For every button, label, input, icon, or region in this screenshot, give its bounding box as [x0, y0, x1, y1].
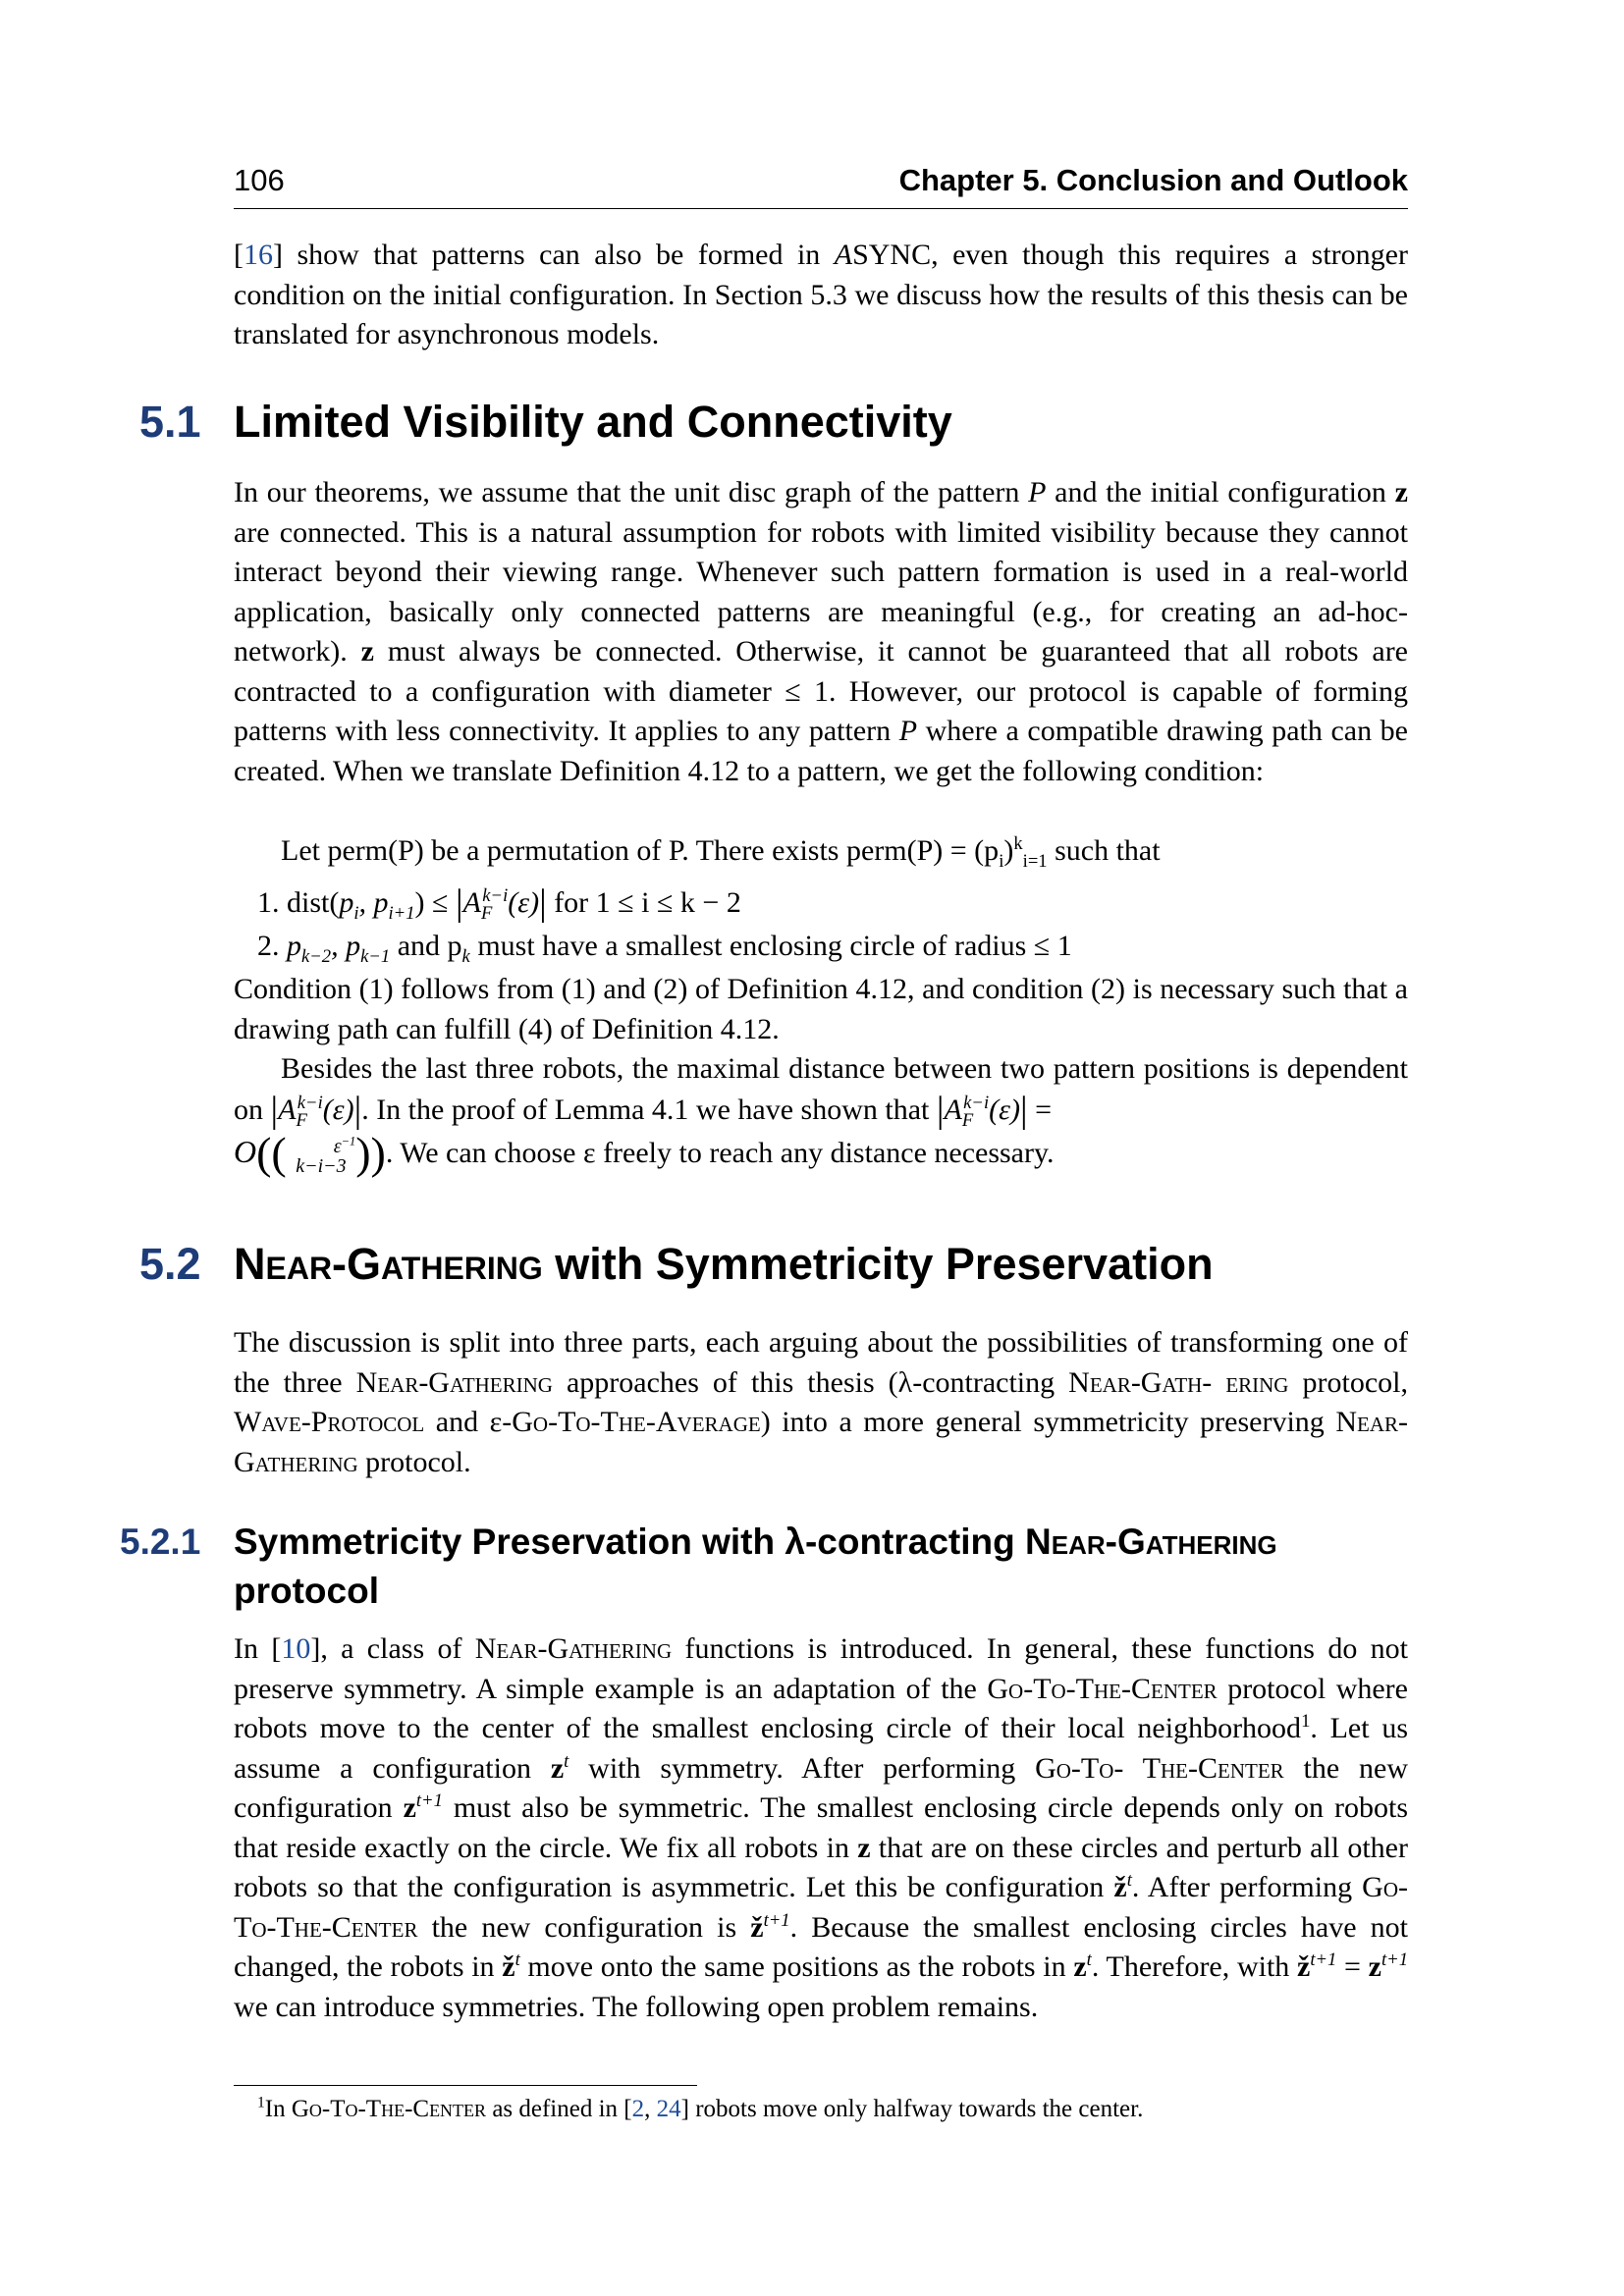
- footnote: $^1$In Go-To-The-Center as defined in [2, 24] robots move only halfway towards the center.: [257, 2094, 1144, 2122]
- page-number: 106: [234, 163, 285, 197]
- distance-paragraph: Besides the last three robots, the maximal distance between two pattern positions is dependent on $|A_F^{k-i}(\varepsilon)|$. In the proof of Lemma 4.1 we have shown that $|A_F^{k-i}(\varepsilon)|$ = O(( $\varepsilon^{-1}$ k−i−3 )). We can choose ε freely to reach any distance necessary.: [234, 1052, 1408, 1178]
- intro-paragraph: [16] show that patterns can also be formed in ASYNC, even though this requires a stronger condition on the initial configuration. In Section 5.3 we discuss how the results of this thesis can be translated for asynchronous models.: [234, 239, 1408, 350]
- section-5-1-paragraph: In our theorems, we assume that the unit disc graph of the pattern P and the initial configuration z are connected. This is a natural assumption for robots with limited visibility because they cannot interact beyond their viewing range. Whenever such pattern formation is used in a real-world application, basically only connected patterns are meaningful (e.g., for creating an ad-hoc-network). z must always be connected. Otherwise, it cannot be guaranteed that all robots are contracted to a configuration with diameter ≤ 1. However, our protocol is capable of forming patterns with less connectivity. It applies to any pattern P where a compatible drawing path can be created. When we translate Definition 4.12 to a pattern, we get the following condition:: [234, 476, 1408, 787]
- citation-link[interactable]: 10: [281, 1632, 311, 1665]
- running-header: [234, 163, 1408, 209]
- citation-link[interactable]: 2: [631, 2096, 645, 2122]
- permutation-line: Let perm(P) be a permutation of P. There exists perm(P) = $(p_i)^k_{i=1}$ such that: [281, 833, 1161, 872]
- citation-link[interactable]: 24: [656, 2096, 681, 2122]
- condition-explanation: Condition (1) follows from (1) and (2) of Definition 4.12, and condition (2) is necessary such that a drawing path can fulfill (4) of Definition 4.12.: [234, 973, 1408, 1045]
- condition-item-1: 1. $dist(p_i$, $p_{i+1}) \le |A_F^{k-i}(\varepsilon)|$ for 1 ≤ i ≤ k − 2: [257, 882, 741, 924]
- chapter-title: Chapter 5. Conclusion and Outlook: [898, 163, 1408, 197]
- section-heading-5-1: 5.1 Limited Visibility and Connectivity: [139, 397, 952, 447]
- citation-link[interactable]: 16: [244, 239, 273, 271]
- subsection-heading-5-2-1: 5.2.1 Symmetricity Preservation with λ-contracting Near-Gathering protocol: [120, 1522, 1277, 1611]
- section-heading-5-2: 5.2 Near-Gathering with Symmetricity Preservation: [139, 1239, 1214, 1289]
- section-5-2-paragraph: The discussion is split into three parts, each arguing about the possibilities of transforming one of the three Near-Gathering approaches of this thesis (λ-contracting Near-Gath- ering protocol, Wave-Protocol and ε-Go-To-The-Average) into a more general symmetricity preserving Near-Gathering protocol.: [234, 1326, 1408, 1478]
- subsection-5-2-1-paragraph: In [10], a class of Near-Gathering functions is introduced. In general, these functions do not preserve symmetry. A simple example is an adaptation of the Go-To-The-Center protocol where robots move to the center of the smallest enclosing circle of their local neighborhood$^1$. Let us assume a configuration $z^t$ with symmetry. After performing Go-To- The-Center the new configuration $z^{t+1}$ must also be symmetric. The smallest enclosing circle depends only on robots that reside exactly on the circle. We fix all robots in z that are on these circles and perturb all other robots so that the configuration is asymmetric. Let this be configuration $ž^t$. After performing Go-To-The-Center the new configuration is $ž^{t+1}$. Because the smallest enclosing circles have not changed, the robots in $ž^t$ move onto the same positions as the robots in $z^t$. Therefore, with $ž^{t+1} = z^{t+1}$ we can introduce symmetries. The following open problem remains.: [234, 1632, 1409, 2023]
- footnote-mark[interactable]: 1: [1301, 1711, 1311, 1732]
- condition-item-2: 2. $p_{k-2}$, $p_{k-1}$ and $p_k$ must have a smallest enclosing circle of radius ≤ 1: [257, 930, 1072, 967]
- footnote-rule: [234, 2085, 697, 2086]
